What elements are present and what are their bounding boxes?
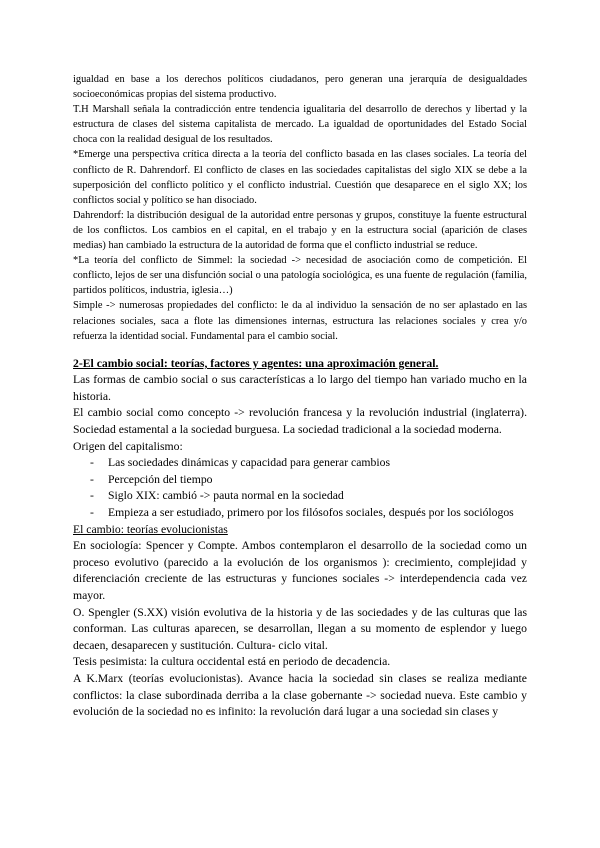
bullet-dash: - [90, 489, 94, 503]
list-item: - Percepción del tiempo [73, 472, 527, 489]
paragraph-tesis: Tesis pesimista: la cultura occidental está en periodo de decadencia. [73, 655, 391, 669]
paragraph-concepto: El cambio social como concepto -> revolución francesa y la revolución industrial (inglaterra). Sociedad estamental a la sociedad burguesa. La sociedad tradicional a la sociedad moderna. [73, 406, 527, 437]
paragraph-origen: Origen del capitalismo: [73, 439, 183, 453]
subsection-heading: El cambio: teorías evolucionistas [73, 522, 228, 536]
paragraph-marshall: T.H Marshall señala la contradicción entre tendencia igualitaria del desarrollo de derechos y libertad y la estructura de clases del sistema capitalista de mercado. La igualdad de oportunidades del Estado Social choca con la realidad desigual de los resultados. [73, 104, 527, 146]
paragraph-intro: Las formas de cambio social o sus características a lo largo del tiempo han variado mucho en la historia. [73, 373, 527, 403]
list-item: - Empieza a ser estudiado, primero por los filósofos sociales, después por los sociólogos [73, 505, 527, 522]
paragraph-dahrendorf: Dahrendorf: la distribución desigual de la autoridad entre personas y grupos, constituye la fuente estructural de los conflictos. Los cambios en el capital, en el trabajo y en la estructura social (aparición de clases medias) han cambiado la estructura de la autoridad de forma que el conflicto industrial se reduce. [73, 209, 527, 252]
paragraph-spengler: O. Spengler (S.XX) visión evolutiva de la historia y de las sociedades y de las culturas que las conforman. Las culturas aparecen, se desarrollan, llegan a su momento de esplendor y luego decaen, desaparecen y sustitución. Cultura- ciclo vital. [73, 605, 527, 652]
paragraph: igualdad en base a los derechos políticos ciudadanos, pero generan una jerarquía de desigualdades socioeconómicas propias del sistema productivo. [73, 74, 527, 101]
bullet-dash: - [90, 506, 94, 520]
document-page [73, 72, 527, 721]
paragraph-simple: Simple -> numerosas propiedades del conflicto: le da al individuo la sensación de no ser aplastado en las relaciones sociales, saca a flote las dimensiones internas, estructura las relaciones sociales y crea y/o refuerza la identidad social. Fundamental para el cambio social. [73, 300, 527, 342]
list-item: - Siglo XIX: cambió -> pauta normal en la sociedad [73, 488, 527, 505]
bullet-dash: - [90, 472, 94, 486]
paragraph-simmel: *La teoría del conflicto de Simmel: la sociedad -> necesidad de asociación como de competición. El conflicto, lejos de ser una disfunción social o una patología sociológica, es una fuente de regulación (familia, partidos políticos, industria, iglesia…) [73, 255, 527, 297]
bullet-dash: - [90, 456, 94, 470]
list-item: - Las sociedades dinámicas y capacidad para generar cambios [73, 455, 527, 472]
paragraph-marx: A K.Marx (teorías evolucionistas). Avance hacia la sociedad sin clases se realiza mediante conflictos: la clase subordinada derriba a la clase gobernante -> sociedad nueva. Este cambio y evolución de la sociedad no es infinito: la revolución dará lugar a una sociedad sin clases y [73, 671, 527, 719]
bullet-list [73, 455, 527, 521]
section-heading: 2-El cambio social: teorías, factores y agentes: una aproximación general. [73, 356, 439, 370]
paragraph-spencer: En sociología: Spencer y Compte. Ambos contemplaron el desarrollo de la sociedad como un proceso evolutivo (parecido a la evolución de los organismos ): crecimiento, complejidad y diferenciación creciente de las estructuras y funciones sociales -> interdependencia cada vez mayor. [73, 539, 527, 602]
paragraph-dahrendorf-intro: *Emerge una perspectiva crítica directa a la teoría del conflicto basada en las clases sociales. La teoría del conflicto de R. Dahrendorf. El conflicto de clases en las sociedades capitalistas del siglo XIX se debe a la superposición del conflicto político y el conflicto industrial. Cuestión que desaparece en el siglo XX; los conflictos social y político se han disociado. [73, 149, 527, 206]
